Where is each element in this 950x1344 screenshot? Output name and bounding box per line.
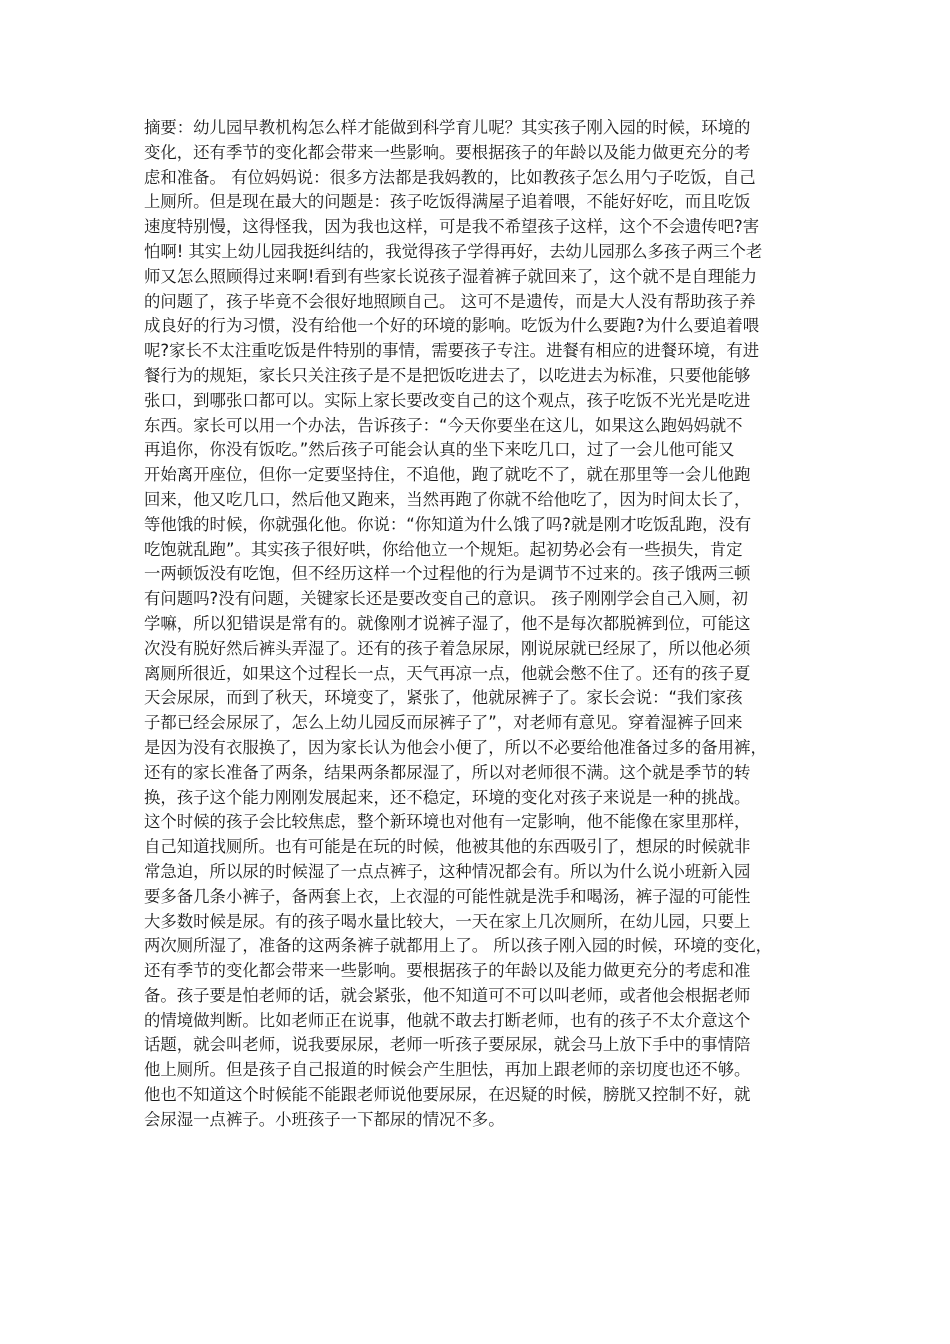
text-line: 会尿湿一点裤子。小班孩子一下都尿的情况不多。 [144, 1109, 505, 1129]
text-line: 上厕所。但是现在最大的问题是：孩子吃饭得满屋子追着喂，不能好好吃，而且吃饭 [144, 192, 751, 212]
text-line: 的情境做判断。比如老师正在说事，他就不敢去打断老师，也有的孩子不太介意这个 [144, 1010, 751, 1030]
text-line: 开始离开座位，但你一定要坚持住，不追他，跑了就吃不了，就在那里等一会儿他跑 [144, 465, 751, 485]
text-line: 速度特别慢，这得怪我，因为我也这样，可是我不希望孩子这样，这个不会遗传吧?害 [144, 217, 760, 237]
text-line: 再追你，你没有饭吃。”然后孩子可能会认真的坐下来吃几口，过了一会儿他可能又 [144, 440, 735, 460]
text-line: 这个时候的孩子会比较焦虑，整个新环境也对他有一定影响，他不能像在家里那样， [144, 812, 751, 832]
text-line: 他上厕所。但是孩子自己报道的时候会产生胆怯，再加上跟老师的亲切度也还不够。 [144, 1060, 751, 1080]
text-line: 他也不知道这个时候能不能跟老师说他要尿尿，在迟疑的时候，膀胱又控制不好，就 [144, 1085, 751, 1105]
text-line: 子都已经会尿尿了，怎么上幼儿园反而尿裤子了”，对老师有意见。穿着湿裤子回来 [144, 713, 743, 733]
text-line: 常急迫，所以尿的时候湿了一点点裤子，这种情况都会有。所以为什么说小班新入园 [144, 861, 751, 881]
text-line: 呢?家长不太注重吃饭是件特别的事情，需要孩子专注。进餐有相应的进餐环境，有进 [144, 341, 760, 361]
text-line: 怕啊! 其实上幼儿园我挺纠结的，我觉得孩子学得再好，去幼儿园那么多孩子两三个老 [144, 241, 763, 261]
text-line: 回来，他又吃几口，然后他又跑来，当然再跑了你就不给他吃了，因为时间太长了， [144, 489, 751, 509]
text-line: 天会尿尿，而到了秋天，环境变了，紧张了，他就尿裤子了。家长会说：“我们家孩 [144, 688, 743, 708]
text-line: 一两顿饭没有吃饱，但不经历这样一个过程他的行为是调节不过来的。孩子饿两三顿 [144, 564, 751, 584]
text-line: 次没有脱好然后裤头弄湿了。还有的孩子着急尿尿，刚说尿就已经尿了，所以他必须 [144, 638, 751, 658]
text-line: 成良好的行为习惯，没有给他一个好的环境的影响。吃饭为什么要跑?为什么要追着喂 [144, 316, 760, 336]
text-line: 等他饿的时候，你就强化他。你说：“你知道为什么饿了吗?就是刚才吃饭乱跑，没有 [144, 514, 752, 534]
text-line: 的问题了，孩子毕竟不会很好地照顾自己。 这可不是遗传，而是大人没有帮助孩子养 [144, 291, 756, 311]
text-line: 摘要：幼儿园早教机构怎么样才能做到科学育儿呢？其实孩子刚入园的时候，环境的 [144, 118, 751, 137]
text-line: 师又怎么照顾得过来啊!看到有些家长说孩子湿着裤子就回来了，这个就不是自理能力 [144, 266, 758, 286]
text-line: 还有的家长准备了两条，结果两条都尿湿了，所以对老师很不满。这个就是季节的转 [144, 762, 751, 782]
article-body [144, 116, 808, 1133]
text-line: 换，孩子这个能力刚刚发展起来，还不稳定，环境的变化对孩子来说是一种的挑战。 [144, 787, 751, 807]
text-line: 变化，还有季节的变化都会带来一些影响。要根据孩子的年龄以及能力做更充分的考 [144, 142, 751, 162]
text-line: 有问题吗?没有问题，关键家长还是要改变自己的意识。 孩子刚刚学会自己入厕，初 [144, 589, 748, 609]
text-line: 虑和准备。 有位妈妈说：很多方法都是我妈教的，比如教孩子怎么用勺子吃饭，自己 [144, 167, 756, 187]
text-line: 吃饱就乱跑”。其实孩子很好哄，你给他立一个规矩。起初势必会有一些损失，肯定 [144, 539, 743, 559]
text-line: 张口，到哪张口都可以。实际上家长要改变自己的这个观点，孩子吃饭不光光是吃进 [144, 390, 751, 410]
text-line: 自己知道找厕所。也有可能是在玩的时候，他被其他的东西吸引了，想尿的时候就非 [144, 837, 751, 857]
text-line: 是因为没有衣服换了，因为家长认为他会小便了，所以不必要给他准备过多的备用裤， [144, 737, 767, 757]
text-line: 餐行为的规矩，家长只关注孩子是不是把饭吃进去了，以吃进去为标准，只要他能够 [144, 365, 751, 385]
text-line: 两次厕所湿了，准备的这两条裤子就都用上了。 所以孩子刚入园的时候，环境的变化， [144, 936, 773, 956]
text-line: 备。孩子要是怕老师的话，就会紧张，他不知道可不可以叫老师，或者他会根据老师 [144, 985, 751, 1005]
text-line: 还有季节的变化都会带来一些影响。要根据孩子的年龄以及能力做更充分的考虑和准 [144, 961, 751, 981]
text-line: 东西。家长可以用一个办法，告诉孩子：“今天你要坐在这儿，如果这么跑妈妈就不 [144, 415, 743, 435]
text-line: 话题，就会叫老师，说我要尿尿，老师一听孩子要尿尿，就会马上放下手中的事情陪 [144, 1035, 751, 1055]
text-line: 离厕所很近，如果这个过程长一点，天气再凉一点，他就会憋不住了。还有的孩子夏 [144, 663, 751, 683]
text-line: 要多备几条小裤子，备两套上衣，上衣湿的可能性就是洗手和喝汤，裤子湿的可能性 [144, 886, 751, 906]
text-line: 学嘛，所以犯错误是常有的。就像刚才说裤子湿了，他不是每次都脱裤到位，可能这 [144, 613, 751, 633]
text-line: 大多数时候是尿。有的孩子喝水量比较大，一天在家上几次厕所，在幼儿园，只要上 [144, 911, 751, 931]
